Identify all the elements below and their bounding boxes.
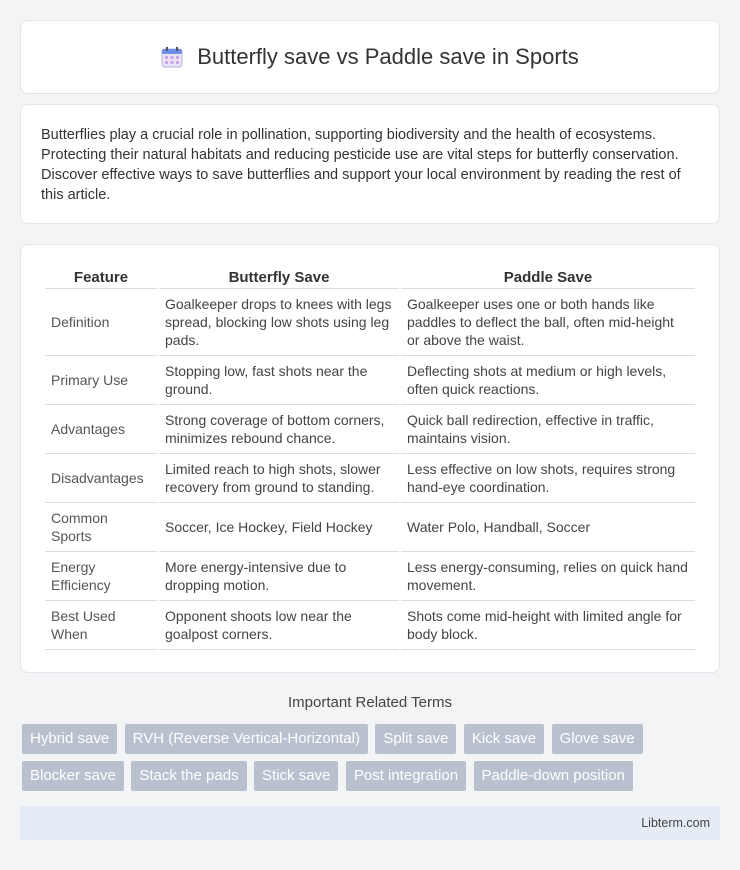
intro-card <box>20 104 720 224</box>
header-feature: Feature <box>45 265 157 289</box>
tag-stick-save[interactable]: Stick save <box>254 761 338 791</box>
row-paddle: Deflecting shots at medium or high levels, often quick reactions. <box>401 356 695 405</box>
tag-kick-save[interactable]: Kick save <box>464 724 544 754</box>
intro-text: Butterflies play a crucial role in pollination, supporting biodiversity and the health of ecosystems. Protecting their natural habitats and reducing pesticide use are vital steps for butterfly conservation. Discover effective ways to save butterflies and support your local environment by reading the rest of this article. <box>41 127 681 203</box>
row-butterfly: More energy-intensive due to dropping motion. <box>159 552 399 601</box>
related-terms-title: Important Related Terms <box>288 694 452 711</box>
title-card <box>20 20 720 94</box>
row-butterfly: Soccer, Ice Hockey, Field Hockey <box>159 503 399 552</box>
row-paddle: Quick ball redirection, effective in traffic, maintains vision. <box>401 405 695 454</box>
header-paddle: Paddle Save <box>401 265 695 289</box>
row-paddle: Less effective on low shots, requires strong hand-eye coordination. <box>401 454 695 503</box>
table-row <box>45 289 695 356</box>
table-row <box>45 356 695 405</box>
related-tags <box>22 724 722 798</box>
row-paddle: Water Polo, Handball, Soccer <box>401 503 695 552</box>
table-row <box>45 454 695 503</box>
header-butterfly: Butterfly Save <box>159 265 399 289</box>
tag-rvh[interactable]: RVH (Reverse Vertical-Horizontal) <box>125 724 368 754</box>
page-title: Butterfly save vs Paddle save in Sports <box>197 44 579 69</box>
footer <box>20 806 720 840</box>
row-paddle: Shots come mid-height with limited angle for body block. <box>401 601 695 650</box>
row-paddle: Less energy-consuming, relies on quick hand movement. <box>401 552 695 601</box>
table-row <box>45 405 695 454</box>
tag-post-integration[interactable]: Post integration <box>346 761 466 791</box>
row-butterfly: Strong coverage of bottom corners, minimizes rebound chance. <box>159 405 399 454</box>
row-feature: Primary Use <box>45 356 157 405</box>
row-feature: Disadvantages <box>45 454 157 503</box>
tag-paddle-down-position[interactable]: Paddle-down position <box>474 761 633 791</box>
row-feature: Definition <box>45 289 157 356</box>
footer-link[interactable]: Libterm.com <box>641 816 710 830</box>
row-feature: Advantages <box>45 405 157 454</box>
row-feature: Best Used When <box>45 601 157 650</box>
row-feature: Energy Efficiency <box>45 552 157 601</box>
table-row <box>45 552 695 601</box>
row-feature: Common Sports <box>45 503 157 552</box>
tag-glove-save[interactable]: Glove save <box>552 724 643 754</box>
calendar-icon <box>161 46 183 68</box>
row-butterfly: Stopping low, fast shots near the ground. <box>159 356 399 405</box>
tag-blocker-save[interactable]: Blocker save <box>22 761 124 791</box>
row-butterfly: Limited reach to high shots, slower recovery from ground to standing. <box>159 454 399 503</box>
table-header-row <box>45 265 695 289</box>
table-row <box>45 601 695 650</box>
tag-split-save[interactable]: Split save <box>375 724 456 754</box>
comparison-card <box>20 244 720 673</box>
row-butterfly: Opponent shoots low near the goalpost corners. <box>159 601 399 650</box>
comparison-table <box>43 265 697 650</box>
table-row <box>45 503 695 552</box>
tag-stack-the-pads[interactable]: Stack the pads <box>131 761 246 791</box>
row-butterfly: Goalkeeper drops to knees with legs spread, blocking low shots using leg pads. <box>159 289 399 356</box>
row-paddle: Goalkeeper uses one or both hands like paddles to deflect the ball, often mid-height or above the waist. <box>401 289 695 356</box>
tag-hybrid-save[interactable]: Hybrid save <box>22 724 117 754</box>
